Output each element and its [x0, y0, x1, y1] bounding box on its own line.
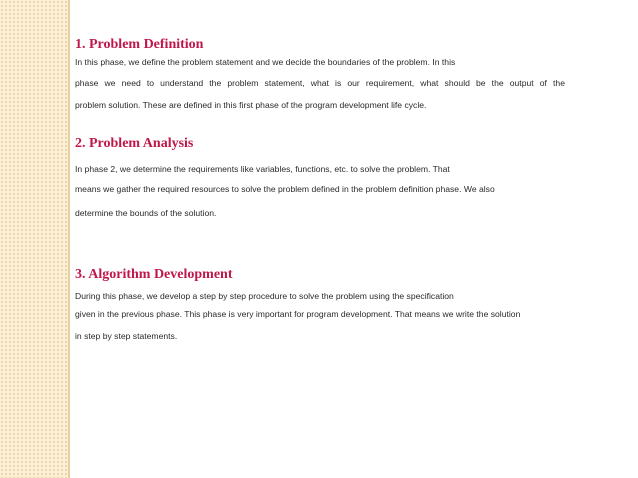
- section-text-line: During this phase, we develop a step by step procedure to solve the problem using the specification: [75, 291, 454, 301]
- section-heading: 2. Problem Analysis: [75, 136, 194, 151]
- section-problem-definition: [75, 37, 615, 117]
- section-text-line: In this phase, we define the problem statement and we decide the boundaries of the problem. In this: [75, 57, 456, 67]
- side-band-border: [68, 0, 70, 478]
- section-text-line: in step by step statements.: [75, 331, 178, 341]
- section-text-line: In phase 2, we determine the requirements like variables, functions, etc. to solve the problem. That: [75, 164, 450, 174]
- section-text-line: determine the bounds of the solution.: [75, 208, 217, 218]
- section-text-line: means we gather the required resources to solve the problem defined in the problem definition phase. We also: [75, 184, 495, 194]
- section-text-line: given in the previous phase. This phase is very important for program development. That means we write the solution: [75, 309, 521, 319]
- section-heading: 1. Problem Definition: [75, 37, 204, 52]
- section-text-line: phase we need to understand the problem statement, what is our requirement, what should be the output of the: [75, 78, 565, 88]
- section-text-line: problem solution. These are defined in this first phase of the program development life cycle.: [75, 100, 427, 110]
- decorative-side-band: [0, 0, 68, 478]
- section-problem-analysis: [75, 136, 615, 216]
- section-algorithm-development: [75, 267, 615, 347]
- section-heading: 3. Algorithm Development: [75, 267, 233, 282]
